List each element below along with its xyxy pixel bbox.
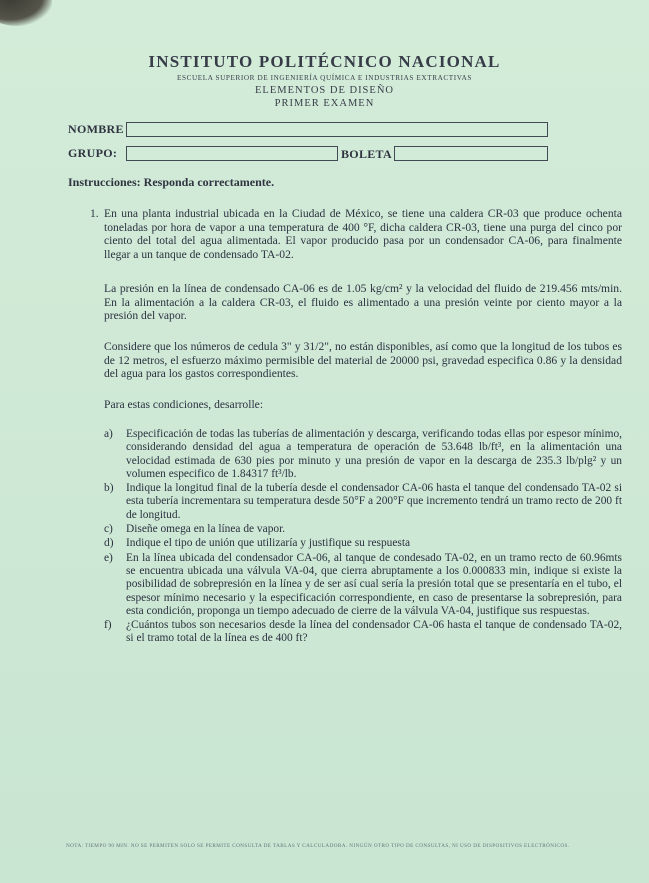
subquestion-list xyxy=(104,428,622,647)
subquestion-b xyxy=(104,482,622,522)
exam-title: PRIMER EXAMEN xyxy=(274,98,375,109)
subquestion-label: d) xyxy=(104,537,114,550)
subquestion-label: a) xyxy=(104,428,113,440)
nombre-field[interactable] xyxy=(126,122,548,137)
subquestion-label: c) xyxy=(104,523,113,536)
question-paragraph-1: En una planta industrial ubicada en la Ciudad de México, se tiene una caldera CR-03 que produce ochenta toneladas por hora de vapor a una temperatura de 400 °F, dicha caldera CR-03, tiene una purga del cinco por ciento del total del agua alimentada. El vapor producido pasa por un condensador CA-06, para finalmente llegar a un tanque de condensado TA-02. xyxy=(104,207,622,261)
grupo-field[interactable] xyxy=(126,146,338,161)
subquestion-text: En la línea ubicada del condensador CA-06, al tanque de condesado TA-02, en un tramo recto de 60.96mts se encuentra ubicada una válvula VA-04, que cierra abruptamente a los 0.000833 min, indique si existe la posibilidad de sobrepresión en la línea y de ser así cual sería la presión total que se presentaría en el tubo, el espesor mínimo necesario y la especificación correspondiente, en caso de presentarse la sobrepresión, para esta condición, proponga un tiempo adecuado de cierre de la válvula VA-04, justifique sus respuestas. xyxy=(126,551,622,617)
subject-title: ELEMENTOS DE DISEÑO xyxy=(255,85,394,96)
subquestion-label: e) xyxy=(104,551,113,564)
subquestion-f xyxy=(104,619,622,646)
subquestion-text: Indique la longitud final de la tubería desde el condensador CA-06 hasta el tanque del condensado TA-02 si esta tubería incrementara su temperatura desde 50°F a 200°F que incremento tendrá un tramo recto de 200 ft de longitud. xyxy=(126,482,622,521)
subquestion-label: f) xyxy=(104,619,112,632)
subquestion-text: Indique el tipo de unión que utilizaría y justifique su respuesta xyxy=(126,537,411,550)
nombre-label: NOMBRE xyxy=(68,122,124,136)
subquestion-e xyxy=(104,552,622,618)
subquestion-d xyxy=(104,537,622,550)
subquestion-text: Diseñe omega en la línea de vapor. xyxy=(126,523,286,536)
question-number: 1. xyxy=(90,207,99,220)
subquestion-text: ¿Cuántos tubos son necesarios desde la línea del condensador CA-06 hasta el tanque de condensado TA-02, si el tramo total de la línea es de 400 ft? xyxy=(126,619,622,645)
question-paragraph-4: Para estas condiciones, desarrolle: xyxy=(104,398,264,411)
question-paragraph-3: Considere que los números de cedula 3" y 31/2", no están disponibles, así como que la longitud de los tubos es de 12 metros, el esfuerzo máximo permisible del material de 20000 psi, gravedad especifica 0.86 y la densidad del agua para los gastos correspondientes. xyxy=(104,340,622,381)
subquestion-c xyxy=(104,523,622,536)
boleta-field[interactable] xyxy=(394,146,548,161)
grupo-label: GRUPO: xyxy=(68,146,118,160)
boleta-label: BOLETA xyxy=(341,147,392,161)
institution-title: INSTITUTO POLITÉCNICO NACIONAL xyxy=(148,52,501,71)
subquestion-a xyxy=(104,428,622,481)
footer-note: NOTA: TIEMPO 90 MIN. NO SE PERMITEN SOLO SE PERMITE CONSULTA DE TABLAS Y CALCULADORA. NINGÚN OTRO TIPO DE CONSULTAS, NI USO DE DISPOSITIVOS ELECTRÓNICOS. xyxy=(66,843,570,849)
subquestion-text: Especificación de todas las tuberías de alimentación y descarga, verificando todas ellas por espesor mínimo, considerando densidad del agua a temperatura de operación de 53.648 lb/ft³, en la alimentación una velocidad estimada de 630 pies por minuto y una presión de vapor en la descarga de 235.3 lb/plg² y un volumen especifico de 1.84317 ft³/lb. xyxy=(126,428,622,480)
school-name: ESCUELA SUPERIOR DE INGENIERÍA QUÍMICA E INDUSTRIAS EXTRACTIVAS xyxy=(176,74,473,82)
question-paragraph-2: La presión en la línea de condensado CA-06 es de 1.05 kg/cm² y la velocidad del fluido de 219.456 mts/min. En la alimentación a la caldera CR-03, el fluido es alimentado a una presión veinte por ciento mayor a la presión del vapor. xyxy=(104,282,622,323)
instructions: Instrucciones: Responda correctamente. xyxy=(68,175,275,189)
photo-shadow xyxy=(0,0,52,26)
subquestion-label: b) xyxy=(104,482,114,495)
